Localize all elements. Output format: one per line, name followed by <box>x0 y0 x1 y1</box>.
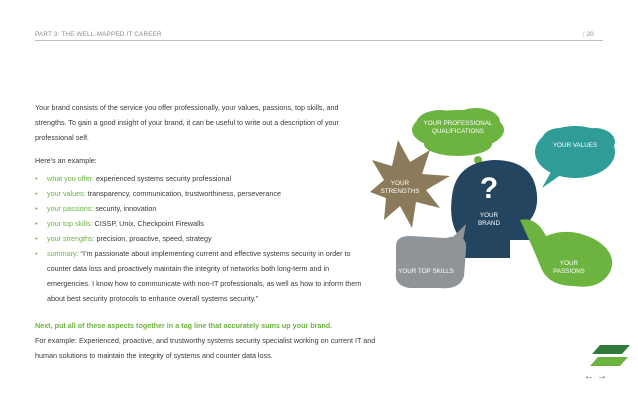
list-item <box>35 186 370 201</box>
page-number: 20 <box>586 31 594 38</box>
item-value: “I’m passionate about implementing current and effective systems security in order to counter data loss and proactively maintain the integrity of networks both long-term and in emergencies. I know how to communicate with non-IT professionals, as well as how to inform them about best security protocols to enhance overall systems security.” <box>47 249 362 303</box>
next-arrow-icon[interactable]: → <box>597 371 610 382</box>
brand-diagram <box>370 100 638 310</box>
bullet-icon: • <box>35 219 38 228</box>
item-value: transparency, communication, trustworthiness, perseverance <box>85 189 281 198</box>
item-value: security, innovation <box>93 204 157 213</box>
item-key: summary: <box>47 249 79 258</box>
top-skills-label: YOUR TOP SKILLS <box>398 268 454 275</box>
item-key: your values: <box>47 189 86 198</box>
list-item <box>35 246 370 306</box>
values-label: YOUR VALUES <box>552 142 598 149</box>
list-item <box>35 171 370 186</box>
item-value: CISSP, Unix, Checkpoint Firewalls <box>92 219 204 228</box>
item-value: precision, proactive, speed, strategy <box>94 234 212 243</box>
bullet-icon: • <box>35 234 38 243</box>
brand-label: YOUR BRAND <box>477 212 501 227</box>
item-key: your strengths: <box>47 234 95 243</box>
item-key: your passions: <box>47 204 94 213</box>
header-divider <box>35 40 603 41</box>
example-intro: Here’s an example: <box>35 156 97 165</box>
passions-label: YOUR PASSIONS <box>553 260 585 275</box>
page-navigation <box>584 371 610 382</box>
page-separator: | <box>583 31 585 38</box>
item-key: your top skills: <box>47 219 93 228</box>
tagline-example: For example: Experienced, proactive, and trustworthy systems security specialist working on current IT and human solutions to maintain the integrity of systems and counter data loss. <box>35 336 376 360</box>
list-item <box>35 201 370 216</box>
section-header: PART 3: THE WELL-MAPPED IT CAREER <box>35 31 162 38</box>
brand-attributes-list <box>35 171 370 306</box>
item-key: what you offer: <box>47 174 95 183</box>
bullet-icon: • <box>35 204 38 213</box>
page-number-block <box>583 31 594 38</box>
brand-diagram-graphic <box>370 100 638 310</box>
intro-paragraph: Your brand consists of the service you offer professionally, your values, passions, top skills, and strengths. To gain a good insight of your brand, it can be useful to write out a description of your professional self. <box>35 103 339 142</box>
passions-bubble <box>520 219 612 286</box>
list-item <box>35 231 370 246</box>
strengths-label: YOUR STRENGTHS <box>380 180 420 195</box>
values-bubble <box>535 126 615 188</box>
tagline-instruction: Next, put all of these aspects together in a tag line that accurately sums up your brand. <box>35 321 333 330</box>
bullet-icon: • <box>35 189 38 198</box>
body-text <box>35 100 370 306</box>
brand-logo-mark <box>590 345 630 367</box>
item-value: experienced systems security professional <box>94 174 232 183</box>
question-mark: ? <box>479 172 499 205</box>
qualifications-label: YOUR PROFESSIONAL QUALIFICATIONS <box>423 120 493 135</box>
list-item <box>35 216 370 231</box>
bullet-icon: • <box>35 249 38 258</box>
prev-arrow-icon[interactable]: ← <box>584 371 597 382</box>
bullet-icon: • <box>35 174 38 183</box>
top-skills-bubble <box>396 236 466 288</box>
